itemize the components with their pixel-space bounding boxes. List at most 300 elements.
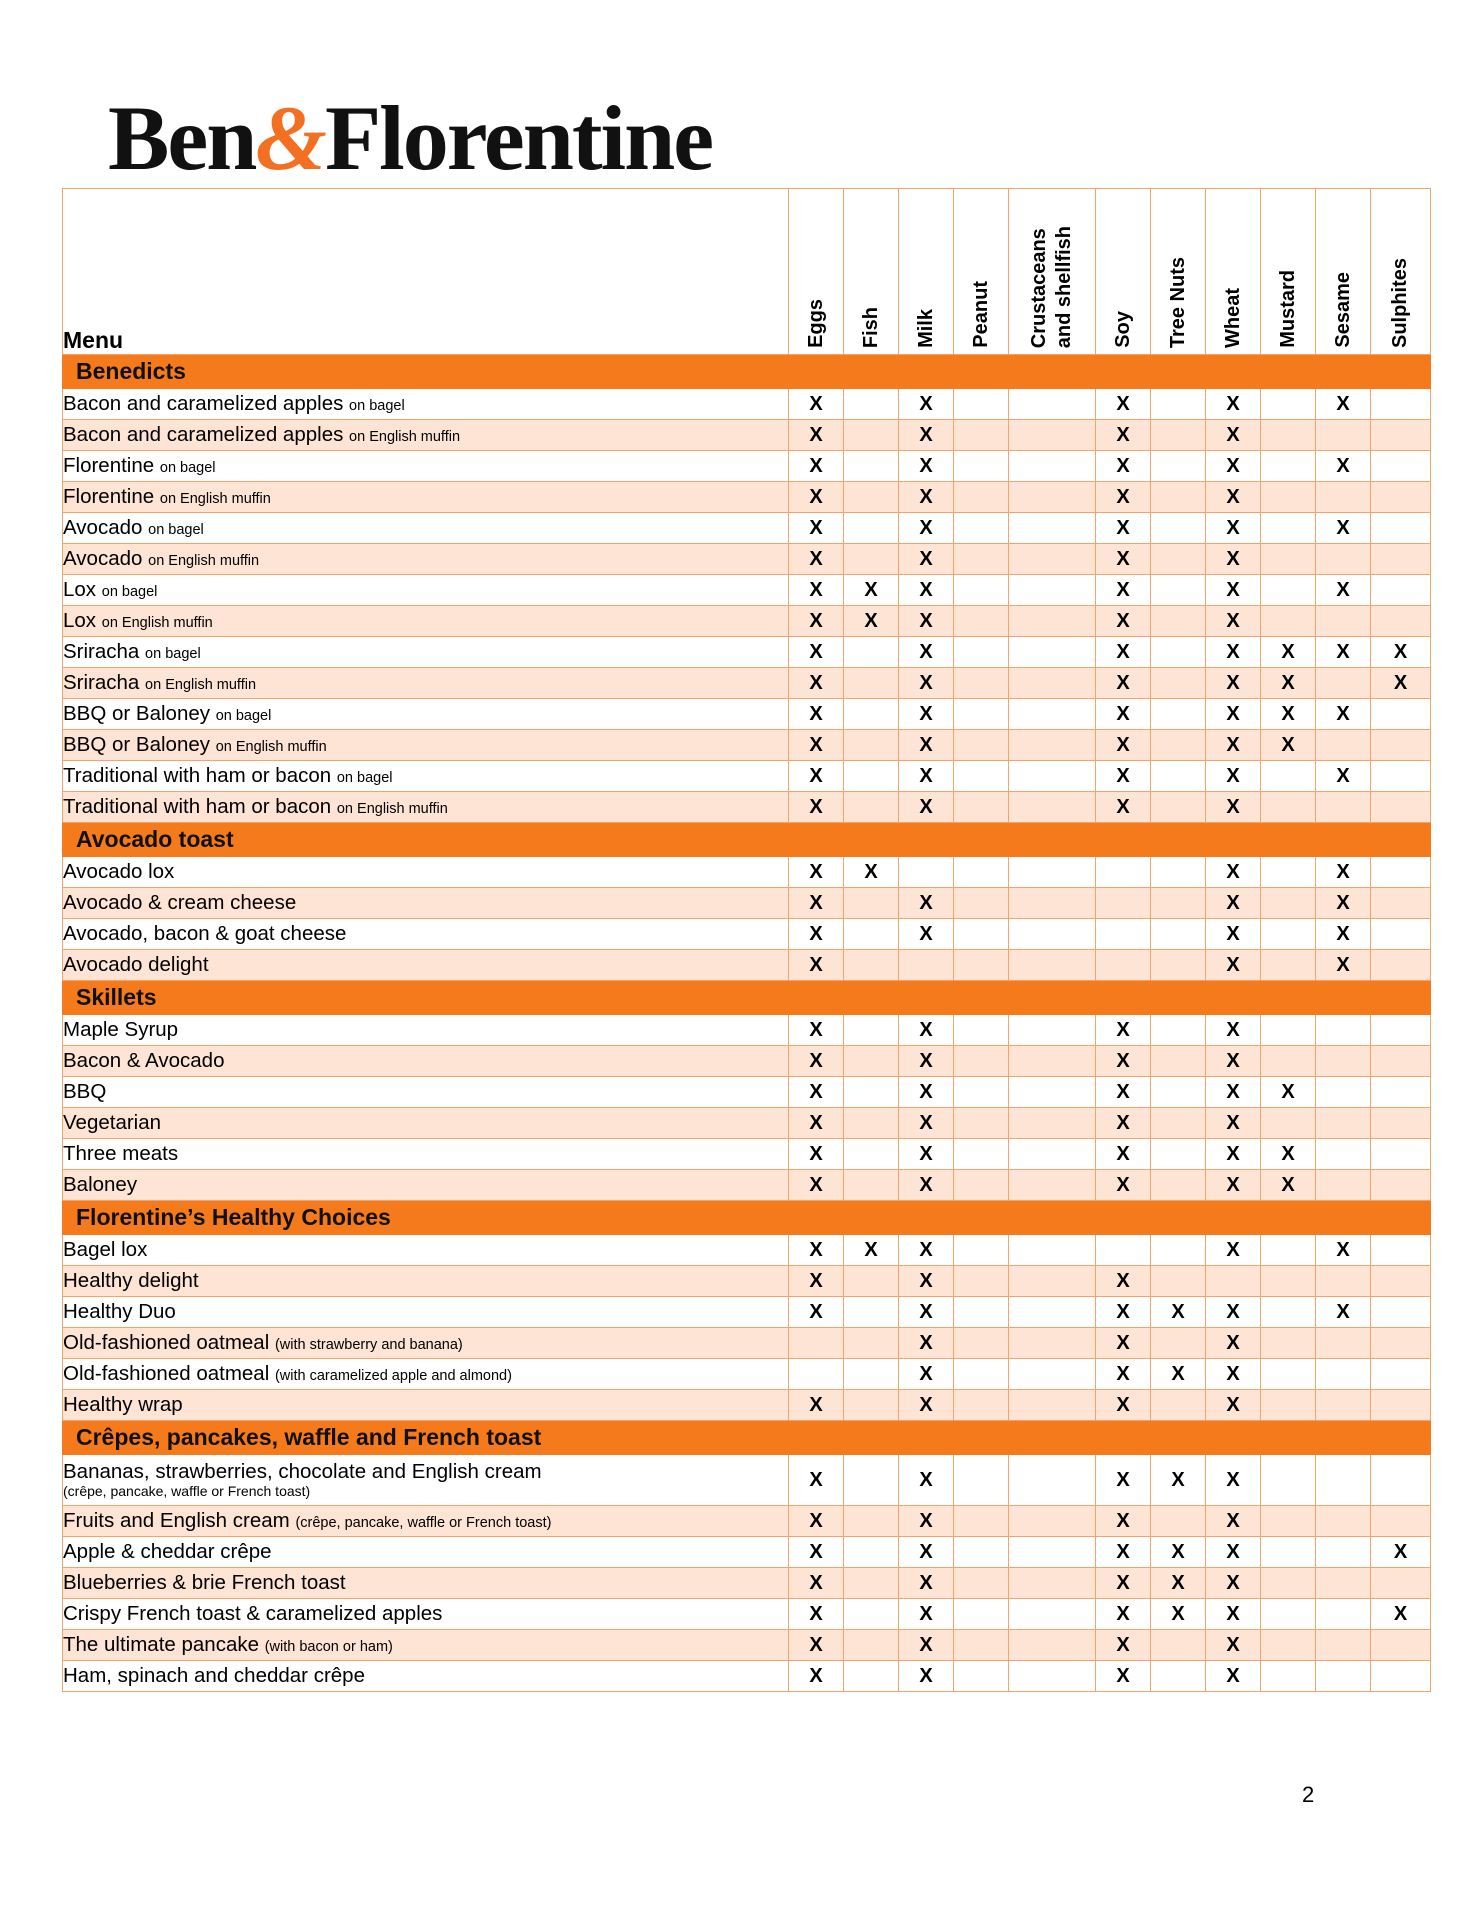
- allergen-mark-cell: [1151, 668, 1206, 699]
- table-row: [63, 888, 1431, 919]
- allergen-mark-cell: [844, 1537, 899, 1568]
- allergen-mark-cell: X: [1206, 888, 1261, 919]
- table-row: [63, 730, 1431, 761]
- allergen-mark-cell: [1261, 575, 1316, 606]
- menu-item-cell: [63, 668, 789, 699]
- menu-item-name: Sriracha: [63, 671, 140, 695]
- allergen-mark-cell: [1009, 857, 1096, 888]
- allergen-mark-cell: X: [1371, 1537, 1431, 1568]
- allergen-mark-cell: X: [1206, 1630, 1261, 1661]
- allergen-mark-cell: [844, 1661, 899, 1692]
- allergen-mark-cell: X: [789, 730, 844, 761]
- allergen-mark-cell: [954, 1235, 1009, 1266]
- allergen-mark-cell: [844, 1568, 899, 1599]
- allergen-mark-cell: [844, 1359, 899, 1390]
- table-row: [63, 1359, 1431, 1390]
- allergen-mark-cell: [1151, 761, 1206, 792]
- allergen-mark-cell: [789, 1359, 844, 1390]
- allergen-mark-cell: [1316, 1568, 1371, 1599]
- allergen-mark-cell: X: [1316, 575, 1371, 606]
- allergen-mark-cell: [1151, 888, 1206, 919]
- allergen-header-wrap: [899, 194, 953, 354]
- allergen-mark-cell: [1261, 1015, 1316, 1046]
- allergen-mark-cell: [1261, 1661, 1316, 1692]
- allergen-mark-cell: X: [899, 1108, 954, 1139]
- section-row: [63, 981, 1431, 1015]
- allergen-mark-cell: [1009, 761, 1096, 792]
- allergen-mark-cell: X: [789, 857, 844, 888]
- allergen-mark-cell: [954, 919, 1009, 950]
- allergen-mark-cell: X: [1206, 513, 1261, 544]
- allergen-mark-cell: [1371, 1568, 1431, 1599]
- menu-item-cell: [63, 1630, 789, 1661]
- menu-item-cell: [63, 1568, 789, 1599]
- allergen-mark-cell: X: [789, 699, 844, 730]
- menu-item-name: Traditional with ham or bacon: [63, 764, 332, 788]
- allergen-mark-cell: X: [1096, 1599, 1151, 1630]
- allergen-mark-cell: X: [1206, 637, 1261, 668]
- allergen-mark-cell: [1261, 888, 1316, 919]
- menu-item-name: Vegetarian: [63, 1111, 162, 1135]
- allergen-mark-cell: X: [1096, 1537, 1151, 1568]
- allergen-mark-cell: [1009, 730, 1096, 761]
- allergen-mark-cell: [1371, 1506, 1431, 1537]
- allergen-mark-cell: X: [1206, 1506, 1261, 1537]
- allergen-mark-cell: [954, 1015, 1009, 1046]
- allergen-mark-cell: [1316, 1170, 1371, 1201]
- allergen-mark-cell: X: [899, 451, 954, 482]
- menu-item-name: Old-fashioned oatmeal: [63, 1362, 270, 1386]
- allergen-mark-cell: [954, 1568, 1009, 1599]
- allergen-mark-cell: X: [899, 575, 954, 606]
- allergen-header-wrap: [789, 194, 843, 354]
- allergen-mark-cell: X: [1206, 1599, 1261, 1630]
- table-row: [63, 1328, 1431, 1359]
- allergen-mark-cell: X: [899, 888, 954, 919]
- allergen-mark-cell: [1151, 699, 1206, 730]
- menu-item-note: (with strawberry and banana): [274, 1337, 463, 1354]
- header-row: [63, 189, 1431, 355]
- allergen-mark-cell: [1151, 792, 1206, 823]
- allergen-header-label: Soy: [1111, 311, 1134, 348]
- allergen-mark-cell: [1316, 668, 1371, 699]
- allergen-mark-cell: X: [1316, 1235, 1371, 1266]
- allergen-mark-cell: X: [1151, 1537, 1206, 1568]
- allergen-mark-cell: [1316, 1359, 1371, 1390]
- table-row: [63, 1235, 1431, 1266]
- allergen-mark-cell: X: [899, 637, 954, 668]
- allergen-mark-cell: X: [1316, 919, 1371, 950]
- allergen-mark-cell: X: [1316, 1297, 1371, 1328]
- allergen-mark-cell: X: [789, 1390, 844, 1421]
- allergen-mark-cell: [1151, 1235, 1206, 1266]
- menu-item-name: Blueberries & brie French toast: [63, 1571, 346, 1595]
- allergen-mark-cell: X: [1261, 1077, 1316, 1108]
- allergen-mark-cell: [844, 888, 899, 919]
- menu-item-note: on bagel: [215, 708, 272, 725]
- allergen-mark-cell: [844, 1077, 899, 1108]
- allergen-header-wrap: [1096, 194, 1150, 354]
- allergen-mark-cell: [844, 1108, 899, 1139]
- table-row: [63, 606, 1431, 637]
- allergen-mark-cell: X: [1316, 950, 1371, 981]
- allergen-mark-cell: [1151, 1266, 1206, 1297]
- allergen-mark-cell: [1151, 857, 1206, 888]
- allergen-mark-cell: [1261, 544, 1316, 575]
- allergen-mark-cell: X: [1206, 1568, 1261, 1599]
- menu-item-name: Avocado: [63, 547, 143, 571]
- menu-item-cell: [63, 1015, 789, 1046]
- menu-item-note: on English muffin: [101, 615, 213, 632]
- menu-item-name: The ultimate pancake: [63, 1633, 260, 1657]
- allergen-mark-cell: [1151, 637, 1206, 668]
- allergen-mark-cell: [1261, 451, 1316, 482]
- allergen-mark-cell: X: [1261, 1170, 1316, 1201]
- allergen-mark-cell: X: [899, 1455, 954, 1506]
- allergen-mark-cell: [1261, 761, 1316, 792]
- allergen-mark-cell: [1371, 513, 1431, 544]
- allergen-mark-cell: [1009, 1108, 1096, 1139]
- table-row: [63, 1297, 1431, 1328]
- menu-item-name: Healthy Duo: [63, 1300, 176, 1324]
- menu-item-cell: [63, 513, 789, 544]
- allergen-mark-cell: [1009, 1359, 1096, 1390]
- allergen-header-label: Eggs: [804, 299, 827, 348]
- menu-item-cell: [63, 1537, 789, 1568]
- allergen-mark-cell: [1009, 606, 1096, 637]
- allergen-mark-cell: [1316, 544, 1371, 575]
- allergen-mark-cell: [1371, 730, 1431, 761]
- table-row: [63, 857, 1431, 888]
- section-title: Florentine’s Healthy Choices: [63, 1201, 1431, 1235]
- allergen-mark-cell: X: [1316, 451, 1371, 482]
- allergen-mark-cell: [1261, 513, 1316, 544]
- allergen-mark-cell: X: [789, 482, 844, 513]
- allergen-mark-cell: [1261, 606, 1316, 637]
- allergen-mark-cell: X: [1096, 1568, 1151, 1599]
- allergen-mark-cell: [844, 513, 899, 544]
- allergen-mark-cell: X: [844, 1235, 899, 1266]
- menu-item-note: on bagel: [148, 522, 204, 539]
- allergen-mark-cell: X: [789, 389, 844, 420]
- allergen-mark-cell: X: [1096, 1297, 1151, 1328]
- allergen-mark-cell: [954, 699, 1009, 730]
- allergen-mark-cell: [954, 513, 1009, 544]
- menu-item-note: on English muffin: [145, 677, 257, 694]
- menu-item-cell: [63, 544, 789, 575]
- allergen-mark-cell: [1151, 1077, 1206, 1108]
- allergen-mark-cell: [954, 1077, 1009, 1108]
- allergen-mark-cell: X: [1096, 792, 1151, 823]
- allergen-mark-cell: X: [899, 1266, 954, 1297]
- allergen-mark-cell: [844, 389, 899, 420]
- allergen-mark-cell: [1009, 1297, 1096, 1328]
- allergen-mark-cell: [1371, 575, 1431, 606]
- menu-item-note: on English muffin: [215, 739, 327, 756]
- allergen-mark-cell: [1151, 1139, 1206, 1170]
- allergen-mark-cell: [1009, 451, 1096, 482]
- allergen-mark-cell: X: [1096, 761, 1151, 792]
- brand-ampersand: &: [255, 87, 325, 189]
- allergen-mark-cell: [1151, 451, 1206, 482]
- allergen-mark-cell: [1316, 1139, 1371, 1170]
- allergen-mark-cell: [1009, 1568, 1096, 1599]
- allergen-mark-cell: X: [1096, 1359, 1151, 1390]
- allergen-mark-cell: [1371, 699, 1431, 730]
- table-row: [63, 761, 1431, 792]
- allergen-mark-cell: [1096, 888, 1151, 919]
- menu-item-cell: [63, 1046, 789, 1077]
- allergen-mark-cell: [1261, 950, 1316, 981]
- allergen-mark-cell: X: [789, 1046, 844, 1077]
- allergen-mark-cell: [1371, 420, 1431, 451]
- allergen-header: [1009, 189, 1096, 355]
- allergen-header-wrap: [1371, 194, 1430, 354]
- allergen-mark-cell: [954, 1266, 1009, 1297]
- menu-item-name: Maple Syrup: [63, 1018, 179, 1042]
- allergen-mark-cell: X: [899, 1661, 954, 1692]
- table-row: [63, 1630, 1431, 1661]
- table-row: [63, 544, 1431, 575]
- allergen-mark-cell: [1009, 950, 1096, 981]
- table-row: [63, 1266, 1431, 1297]
- menu-item-cell: [63, 1328, 789, 1359]
- allergen-mark-cell: X: [899, 730, 954, 761]
- table-row: [63, 1537, 1431, 1568]
- allergen-mark-cell: X: [899, 1077, 954, 1108]
- allergen-mark-cell: [1009, 420, 1096, 451]
- allergen-mark-cell: [954, 482, 1009, 513]
- allergen-mark-cell: [1009, 1266, 1096, 1297]
- brand-name-part2: Florentine: [324, 87, 713, 189]
- allergen-mark-cell: X: [789, 792, 844, 823]
- menu-item-cell: [63, 420, 789, 451]
- allergen-mark-cell: [1316, 1537, 1371, 1568]
- allergen-mark-cell: X: [1096, 1015, 1151, 1046]
- allergen-mark-cell: [1371, 389, 1431, 420]
- allergen-header-label: Milk: [914, 309, 937, 348]
- allergen-mark-cell: [1316, 1506, 1371, 1537]
- allergen-mark-cell: X: [1206, 1139, 1261, 1170]
- allergen-mark-cell: X: [1206, 1235, 1261, 1266]
- page-number: 2: [1302, 1782, 1315, 1807]
- allergen-mark-cell: [1371, 950, 1431, 981]
- allergen-mark-cell: X: [1206, 792, 1261, 823]
- table-row: [63, 1015, 1431, 1046]
- allergen-mark-cell: [1009, 1599, 1096, 1630]
- allergen-mark-cell: X: [1371, 1599, 1431, 1630]
- allergen-mark-cell: X: [1206, 1170, 1261, 1201]
- allergen-header-label: Fish: [859, 306, 882, 348]
- menu-item-name: Sriracha: [63, 640, 140, 664]
- section-title: Benedicts: [63, 355, 1431, 389]
- allergen-mark-cell: [1316, 1390, 1371, 1421]
- table-row: [63, 792, 1431, 823]
- allergen-mark-cell: [1151, 544, 1206, 575]
- allergen-mark-cell: [1371, 1630, 1431, 1661]
- allergen-mark-cell: [844, 451, 899, 482]
- allergen-mark-cell: X: [789, 1661, 844, 1692]
- allergen-mark-cell: X: [899, 482, 954, 513]
- allergen-mark-cell: [1009, 699, 1096, 730]
- menu-item-name: Avocado, bacon & goat cheese: [63, 922, 347, 946]
- allergen-table-body: [63, 355, 1431, 1692]
- allergen-mark-cell: X: [1096, 482, 1151, 513]
- allergen-mark-cell: X: [1206, 919, 1261, 950]
- allergen-mark-cell: [1151, 513, 1206, 544]
- allergen-mark-cell: [1009, 1077, 1096, 1108]
- allergen-mark-cell: [844, 637, 899, 668]
- allergen-mark-cell: X: [1371, 637, 1431, 668]
- table-row: [63, 1661, 1431, 1692]
- allergen-mark-cell: X: [899, 1390, 954, 1421]
- allergen-mark-cell: X: [1096, 730, 1151, 761]
- menu-item-name: Healthy delight: [63, 1269, 199, 1293]
- allergen-mark-cell: X: [789, 544, 844, 575]
- allergen-mark-cell: X: [789, 1235, 844, 1266]
- allergen-mark-cell: X: [899, 1297, 954, 1328]
- allergen-mark-cell: X: [1206, 730, 1261, 761]
- allergen-mark-cell: [1316, 1599, 1371, 1630]
- allergen-header: [1206, 189, 1261, 355]
- allergen-mark-cell: X: [1096, 637, 1151, 668]
- allergen-mark-cell: X: [1316, 637, 1371, 668]
- allergen-mark-cell: [1371, 792, 1431, 823]
- menu-item-note: (crêpe, pancake, waffle or French toast): [295, 1515, 552, 1532]
- allergen-mark-cell: X: [789, 513, 844, 544]
- allergen-mark-cell: [954, 1630, 1009, 1661]
- menu-item-name: Apple & cheddar crêpe: [63, 1540, 272, 1564]
- allergen-mark-cell: [844, 761, 899, 792]
- allergen-mark-cell: X: [1151, 1455, 1206, 1506]
- allergen-mark-cell: [844, 668, 899, 699]
- allergen-mark-cell: [1009, 1046, 1096, 1077]
- allergen-mark-cell: [1261, 1506, 1316, 1537]
- allergen-mark-cell: [1009, 919, 1096, 950]
- allergen-mark-cell: [844, 730, 899, 761]
- allergen-mark-cell: [1096, 950, 1151, 981]
- table-row: [63, 950, 1431, 981]
- allergen-mark-cell: [954, 857, 1009, 888]
- allergen-mark-cell: X: [1096, 699, 1151, 730]
- allergen-header-label: Crustaceans and shellfish: [1028, 225, 1075, 348]
- allergen-mark-cell: X: [789, 950, 844, 981]
- allergen-mark-cell: [1261, 482, 1316, 513]
- allergen-mark-cell: X: [1316, 389, 1371, 420]
- allergen-mark-cell: X: [1206, 857, 1261, 888]
- allergen-mark-cell: [844, 1046, 899, 1077]
- allergen-mark-cell: [1261, 1359, 1316, 1390]
- allergen-mark-cell: [844, 1390, 899, 1421]
- allergen-mark-cell: [954, 950, 1009, 981]
- allergen-mark-cell: [1206, 1266, 1261, 1297]
- table-row: [63, 1568, 1431, 1599]
- allergen-mark-cell: X: [1096, 1455, 1151, 1506]
- allergen-mark-cell: X: [1206, 451, 1261, 482]
- allergen-mark-cell: X: [789, 451, 844, 482]
- allergen-mark-cell: X: [1096, 668, 1151, 699]
- allergen-mark-cell: [844, 1015, 899, 1046]
- section-title: Avocado toast: [63, 823, 1431, 857]
- allergen-mark-cell: [1009, 389, 1096, 420]
- allergen-header: [1096, 189, 1151, 355]
- menu-item-name: Baloney: [63, 1173, 138, 1197]
- allergen-mark-cell: [844, 1297, 899, 1328]
- menu-item-cell: [63, 1297, 789, 1328]
- allergen-mark-cell: [844, 1630, 899, 1661]
- table-row: [63, 1390, 1431, 1421]
- allergen-header: [954, 189, 1009, 355]
- allergen-mark-cell: X: [899, 792, 954, 823]
- allergen-mark-cell: [1261, 857, 1316, 888]
- allergen-mark-cell: [1009, 1630, 1096, 1661]
- allergen-header-label: Tree Nuts: [1166, 256, 1189, 348]
- allergen-header-label: Mustard: [1276, 270, 1299, 348]
- allergen-mark-cell: X: [1206, 1390, 1261, 1421]
- allergen-mark-cell: X: [899, 1328, 954, 1359]
- allergen-mark-cell: [844, 919, 899, 950]
- allergen-mark-cell: [1009, 1015, 1096, 1046]
- allergen-mark-cell: [844, 699, 899, 730]
- menu-item-name: Bagel lox: [63, 1238, 148, 1262]
- allergen-mark-cell: [1096, 1235, 1151, 1266]
- allergen-mark-cell: [1371, 888, 1431, 919]
- allergen-mark-cell: [1371, 606, 1431, 637]
- menu-item-cell: [63, 761, 789, 792]
- menu-item-name: Avocado & cream cheese: [63, 891, 297, 915]
- allergen-mark-cell: X: [1206, 1537, 1261, 1568]
- section-title: Crêpes, pancakes, waffle and French toast: [63, 1421, 1431, 1455]
- allergen-mark-cell: [1316, 1077, 1371, 1108]
- allergen-mark-cell: X: [789, 1077, 844, 1108]
- allergen-mark-cell: [1371, 482, 1431, 513]
- allergen-mark-cell: [1009, 1537, 1096, 1568]
- menu-item-name: Bananas, strawberries, chocolate and English cream: [63, 1459, 542, 1483]
- allergen-mark-cell: [1096, 857, 1151, 888]
- allergen-mark-cell: [1371, 1046, 1431, 1077]
- menu-item-name: Bacon & Avocado: [63, 1049, 225, 1073]
- allergen-mark-cell: [1316, 1108, 1371, 1139]
- allergen-mark-cell: [844, 1266, 899, 1297]
- allergen-mark-cell: [1151, 1015, 1206, 1046]
- allergen-mark-cell: [954, 420, 1009, 451]
- allergen-mark-cell: [1261, 792, 1316, 823]
- allergen-mark-cell: [1371, 1077, 1431, 1108]
- allergen-mark-cell: [954, 1170, 1009, 1201]
- allergen-mark-cell: X: [789, 1506, 844, 1537]
- table-row: [63, 1046, 1431, 1077]
- allergen-mark-cell: [899, 950, 954, 981]
- allergen-mark-cell: [1151, 482, 1206, 513]
- allergen-mark-cell: X: [789, 1015, 844, 1046]
- menu-item-note: on bagel: [159, 460, 216, 477]
- menu-item-name: BBQ or Baloney: [63, 702, 210, 726]
- allergen-mark-cell: [1316, 730, 1371, 761]
- allergen-mark-cell: X: [789, 1630, 844, 1661]
- menu-item-cell: [63, 1359, 789, 1390]
- allergen-mark-cell: X: [1206, 544, 1261, 575]
- allergen-mark-cell: X: [899, 1139, 954, 1170]
- allergen-mark-cell: [954, 761, 1009, 792]
- allergen-mark-cell: X: [789, 1108, 844, 1139]
- allergen-mark-cell: X: [1206, 1455, 1261, 1506]
- menu-item-name: Crispy French toast & caramelized apples: [63, 1602, 443, 1626]
- allergen-mark-cell: [1371, 1455, 1431, 1506]
- allergen-mark-cell: [954, 1599, 1009, 1630]
- menu-item-cell: [63, 1506, 789, 1537]
- allergen-mark-cell: [954, 606, 1009, 637]
- menu-item-cell: [63, 857, 789, 888]
